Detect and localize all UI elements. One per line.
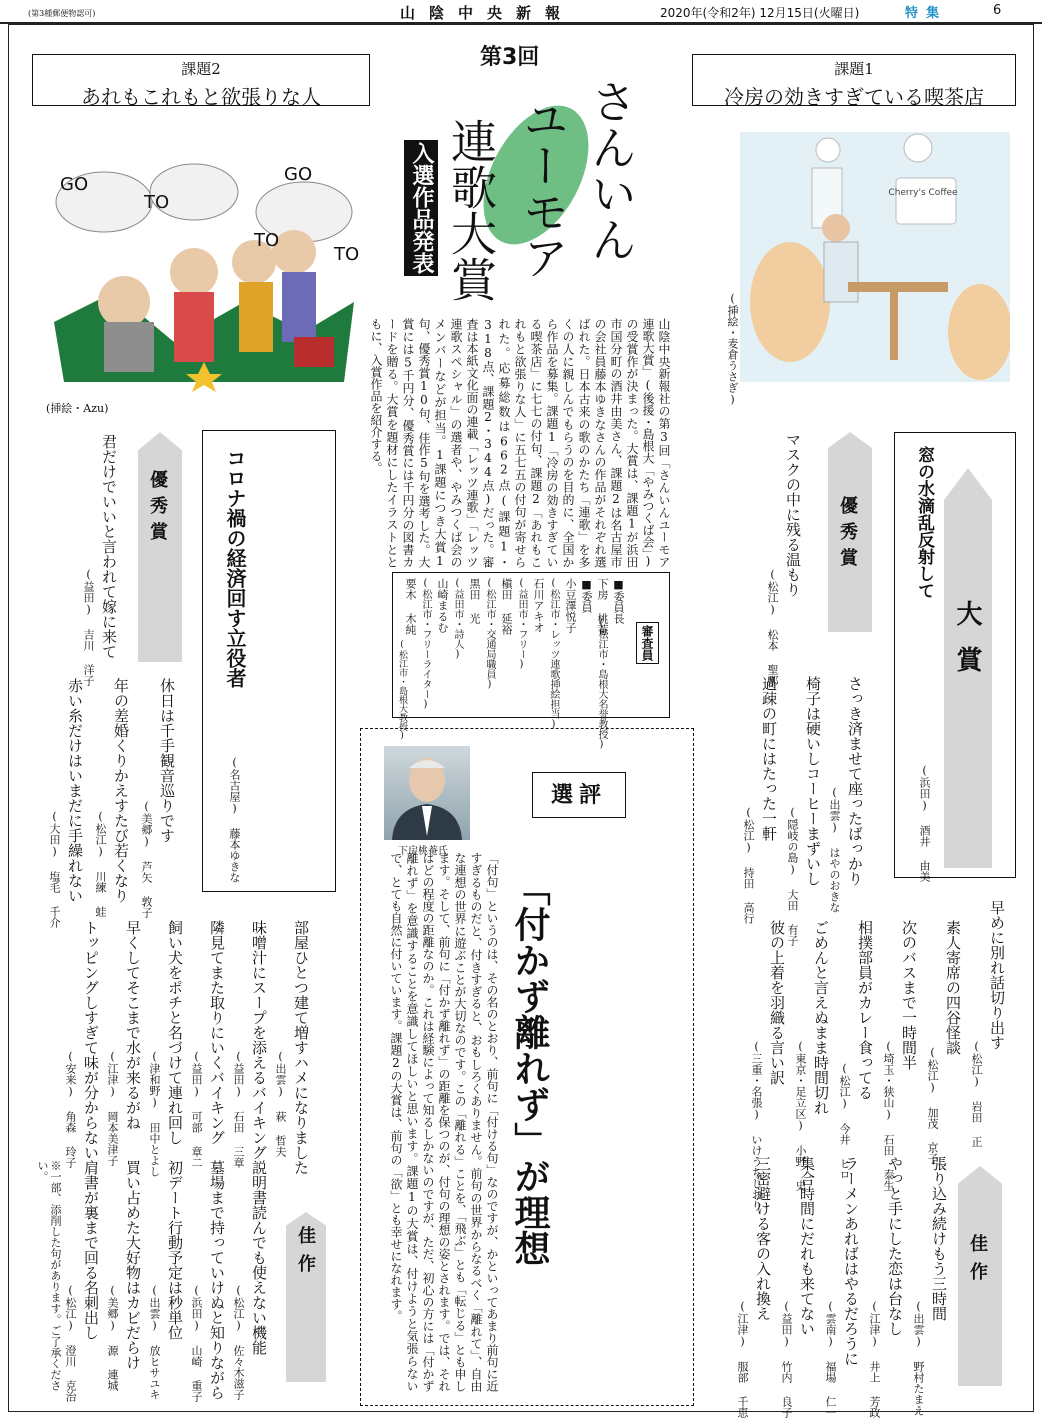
excellence-author-1: (益田) 吉川 洋子	[82, 568, 95, 686]
judge-member-6-name: 要木 木純	[404, 578, 417, 635]
theme-text: あれもこれもと欲張りな人	[81, 85, 321, 109]
go-text-1: GO	[60, 174, 89, 195]
kasaku-right-poem-5: 三密避ける客の入れ換え	[754, 1156, 772, 1321]
judges-chair-aff: (松江市・島根大名誉教授)	[596, 618, 607, 750]
masthead	[0, 0, 1042, 24]
reviewer-portrait-graphic	[384, 746, 470, 840]
illustration-caption-left: (挿絵・Azu)	[46, 402, 109, 415]
family-illustration-graphic	[44, 152, 364, 392]
reviewer-photo	[384, 746, 470, 840]
judges-chair-label: ■委員長	[612, 578, 625, 624]
grand-prize-poem-left: コロナ禍の経済回す立役者	[223, 448, 247, 688]
illustration-go-to	[44, 152, 364, 392]
subtitle-badge: 入選作品発表	[404, 140, 438, 276]
grand-prize-label-right: 大賞	[952, 600, 982, 692]
excellence-right-author-10: (三重・名張) いけうちしおり	[750, 1040, 763, 1211]
excellence-poem-4: 赤い糸だけはいまだに手繰れない	[66, 678, 84, 903]
kasaku-right-author-2: (江津) 井上 芳政	[868, 1300, 881, 1418]
judges-title: 審査員	[636, 622, 659, 664]
excellence-right-poem-8: 相撲部員がカレー食ってる	[856, 920, 874, 1100]
excellence-author-4: (大田) 塩毛 千介	[48, 810, 61, 928]
grand-prize-poem-right: 窓の水滴乱反射して	[914, 446, 934, 599]
cafe-sign: Cherry's Coffee	[888, 188, 958, 198]
round-number: 第3回	[480, 45, 540, 70]
judge-member-3-name: 槇田 延裕	[500, 578, 513, 635]
excellence-right-poem-2: さっき済ませて座ったばっかり	[846, 676, 864, 886]
theme-box-2	[32, 54, 370, 109]
excellence-right-poem-6: 素人寄席の四谷怪談	[944, 920, 962, 1055]
judge-member-5-name: 山崎まるむ	[436, 578, 449, 633]
kasaku-left-author-10: (美郷) 源 連城	[106, 1284, 119, 1391]
title-line3: 連歌大賞	[444, 118, 498, 302]
excellence-right-poem-7: 次のバスまで一時間半	[900, 920, 918, 1070]
kasaku-right-poem-4: 集合時間にだれも来てない	[798, 1156, 816, 1336]
review-headline: 「付かず離れず」が理想	[509, 870, 551, 1266]
kasaku-right-poem-3: ラーメンあればはやるだろうに	[842, 1156, 860, 1366]
kasaku-left-poem-3: 隣見てまた取りにいくバイキング	[208, 920, 226, 1145]
kasaku-left-poem-7: 説明書読んでも使えない機能	[250, 1160, 268, 1355]
theme-box-1	[692, 54, 1016, 109]
kasaku-right-poem-2: やっと手にした恋は台なし	[886, 1156, 904, 1336]
postal-note: (第3種郵便物認可)	[28, 9, 96, 18]
judge-member-1-aff: (松江市・レッツ連歌挿絵担当)	[548, 578, 559, 730]
cafe-illustration-graphic	[740, 132, 1010, 382]
kasaku-left-author-11: (松江) 澄川 克治	[64, 1284, 77, 1402]
kasaku-right-author-5: (江津) 服部 千恵	[736, 1300, 749, 1418]
kasaku-right-author-4: (益田) 竹内 良子	[780, 1300, 793, 1418]
excellence-right-poem-5: 早めに別れ話切り出す	[988, 900, 1006, 1050]
to-text-2: TO	[254, 230, 280, 251]
kasaku-left-poem-10: 買い占めた大好物はカビだらけ	[124, 1160, 142, 1370]
kasaku-left-author-1: (出雲) 萩 哲夫	[274, 1050, 287, 1157]
kasaku-left-author-7: (松江) 佐々木滋子	[232, 1284, 245, 1400]
excellence-label-right: 優秀賞	[837, 496, 858, 574]
kasaku-left-author-5: (江津) 岡本美津子	[106, 1050, 119, 1166]
footnote: ※一部、添削した句があります。ご了承ください。	[36, 1160, 62, 1391]
judge-member-6-aff: (松江市・島根大教授)	[397, 640, 407, 741]
excellence-right-author-6: (松江) 加茂 京子	[926, 1046, 939, 1164]
judge-member-4-aff: (益田市・詩人)	[452, 578, 463, 660]
theme-text: 冷房の効きすぎている喫茶店	[724, 85, 984, 109]
review-label: 選評	[532, 772, 626, 818]
kasaku-left-author-8: (浜田) 山崎 重子	[190, 1284, 203, 1402]
judge-member-5-aff: (松江市・フリーライター)	[420, 578, 431, 710]
judge-member-1-name: 小豆澤悦子	[564, 578, 577, 633]
excellence-author-2: (美郷) 芦矢 敦子	[140, 800, 153, 918]
judge-member-4-name: 黒田 光	[468, 578, 481, 624]
grand-prize-author-left: (名古屋) 藤本ゆきな	[228, 756, 241, 883]
excellence-right-author-9: (東京・足立区) 小野 史	[794, 1040, 807, 1191]
grand-prize-author-right: (浜田) 酒井 由美	[918, 764, 931, 882]
kasaku-left-poem-4: 飼い犬をポチと名づけて連れ回し	[166, 920, 184, 1145]
kasaku-left-author-3: (益田) 可部 章二	[190, 1050, 203, 1168]
judge-member-2-aff: (益田市・フリー)	[516, 578, 527, 670]
excellence-poem-1: 君だけでいいと言われて嫁に来て	[100, 434, 118, 659]
judge-member-3-aff: (松江市・交通局職員)	[484, 578, 495, 690]
kasaku-left-poem-9: 初デート行動予定は秒単位	[166, 1160, 184, 1340]
kasaku-right-author-1: (出雲) 野村たまえ	[912, 1300, 925, 1416]
illustration-cafe	[740, 132, 1010, 382]
excellence-right-poem-4: 過疎の町にはたった一軒	[760, 676, 778, 841]
excellence-right-author-5: (松江) 岩田 正	[970, 1040, 983, 1147]
excellence-poem-3: 年の差婚くりかえすたび若くなり	[112, 678, 130, 903]
excellence-right-author-4: (松江) 持田 高行	[742, 806, 755, 924]
review-text-upper	[560, 852, 680, 1152]
page-number: 6	[993, 3, 1002, 18]
to-text-3: TO	[334, 244, 360, 265]
kasaku-left-poem-11: 肩書が裏まで回る名刺出し	[82, 1160, 100, 1340]
judges-member-label: ■委員	[580, 578, 593, 613]
kasaku-left-poem-2: 味噌汁にスープを添えるバイキング	[250, 920, 268, 1160]
kasaku-left-poem-1: 部屋ひとつ建て増すハメになりました	[292, 920, 310, 1175]
title-line2: ユーモア	[516, 96, 570, 280]
title-line1: さんいん	[584, 78, 638, 262]
excellence-label-left: 優秀賞	[147, 470, 168, 548]
excellence-right-author-2: (出雲) はやのおきな	[828, 786, 841, 913]
excellence-right-author-7: (埼玉・狭山) 石田 泰生	[882, 1040, 895, 1191]
go-text-2: GO	[284, 164, 313, 185]
excellence-right-poem-3: 椅子は硬いしコーヒーまずいし	[804, 676, 822, 886]
kasaku-right-poem-1: 張り込み続けもう三時間	[930, 1156, 948, 1321]
review-text: 「付句」というのは、その名のとおり、前句に「付ける句」なのですが、かといってあまり前句に近すぎるものだと、付きすぎると、おもしろくありません。前句の世界からなるべく「離れて」、自由な連想の世界に遊ぶことが大切なのです。この「離れる」ことを、「飛ぶ」とも「転じる」とも申します。そして、前句に「付かず離れず」の距離を保つのが、付句の理想の姿とされます。では、それはどの程度の距離なのか。これは経験によって知るしかないのですが、ただ、初心の方には「付かず離れず」を意識することを意識してほしいと思います。課題1の大賞は、付けようと気張らないで、とても自然に付いています。課題2の大賞は、前句の「欲」とも幸せになれます。	[389, 852, 499, 1392]
kasaku-left-poem-8: 墓場まで持っていけぬと知りながら	[208, 1160, 226, 1400]
newspaper-name: 山陰中央新報	[400, 4, 575, 22]
judges-chair: 下房 桃菴	[596, 578, 609, 635]
reviewer-photo-caption: 下房桃菴氏	[398, 846, 448, 857]
kasaku-left-author-2: (益田) 石田 三章	[232, 1050, 245, 1168]
kasaku-right-author-3: (雲南) 福場 仁一	[824, 1300, 837, 1418]
issue-date: 2020年(令和2年) 12月15日(火曜日)	[660, 6, 860, 20]
illustration-caption-right: (挿絵・麦倉うさぎ)	[726, 292, 739, 406]
judge-member-2-name: 石川アキオ	[532, 578, 545, 633]
kasaku-left-poem-5: 早くしてそこまで水が来るがね	[124, 920, 142, 1130]
excellence-poem-2: 休日は千手観音巡りです	[158, 678, 176, 843]
excellence-author-3: (松江) 川練 蛙	[94, 810, 107, 917]
kasaku-label-left: 佳作	[295, 1226, 316, 1282]
excellence-right-author-3: (隠岐の島) 大田 有子	[786, 806, 799, 946]
to-text-1: TO	[144, 192, 170, 213]
kasaku-left-author-9: (出雲) 放ヒサユキ	[148, 1284, 161, 1400]
excellence-right-author-1: (松江) 松本 聖那	[766, 568, 779, 686]
kasaku-left-poem-6: トッピングしすぎて味が分からない	[82, 920, 100, 1160]
theme-label: 課題1	[834, 60, 874, 78]
excellence-right-poem-10: 彼の上着を羽織る言い訳	[768, 920, 786, 1085]
section-label: 特集	[905, 6, 948, 21]
intro-article: 山陰中央新報社の第3回「さんいんユーモア連歌大賞」(後援・島根大「やみつくば会」)の受賞作が決まった。大賞は、課題1が浜田市国分町の酒井由美さん、課題2は名古屋市の会社員藤本ゆきなさんの作品がそれぞれ選ばれた。日本古来の歌のかたち「連歌」を多くの人に親しんでもらうのを目的に、全国から作品を募集。課題1「冷房の効きすぎている喫茶店」に七七の付句、課題2「あれもこれもと欲張りな人」に五七五の付句が寄せられた。応募総数は662点(課題1・318点、課題2・344点)だった。審査は本紙文化面の連載「レッツ連歌」「レッツ連歌スペシャル」の選者や、やみつくば会のメンバーなどが担当。1課題につき大賞1句、優秀賞10句、佳作5句を選考した。大賞には5千円分、優秀賞には千円分の図書カードを贈る。大賞を題材にしたイラストとともに、入賞作品を紹介する。	[369, 318, 671, 568]
kasaku-label-right: 佳作	[967, 1234, 988, 1290]
theme-label: 課題2	[181, 60, 221, 78]
kasaku-left-author-6: (安来) 角森 玲子	[64, 1050, 77, 1168]
excellence-right-poem-1: マスクの中に残る温もり	[784, 432, 802, 597]
excellence-right-poem-9: ごめんと言えぬまま時間切れ	[812, 920, 830, 1115]
kasaku-left-author-4: (津和野) 田中とよし	[148, 1050, 161, 1177]
excellence-right-author-8: (松江) 今井 ヒロ	[838, 1062, 851, 1180]
